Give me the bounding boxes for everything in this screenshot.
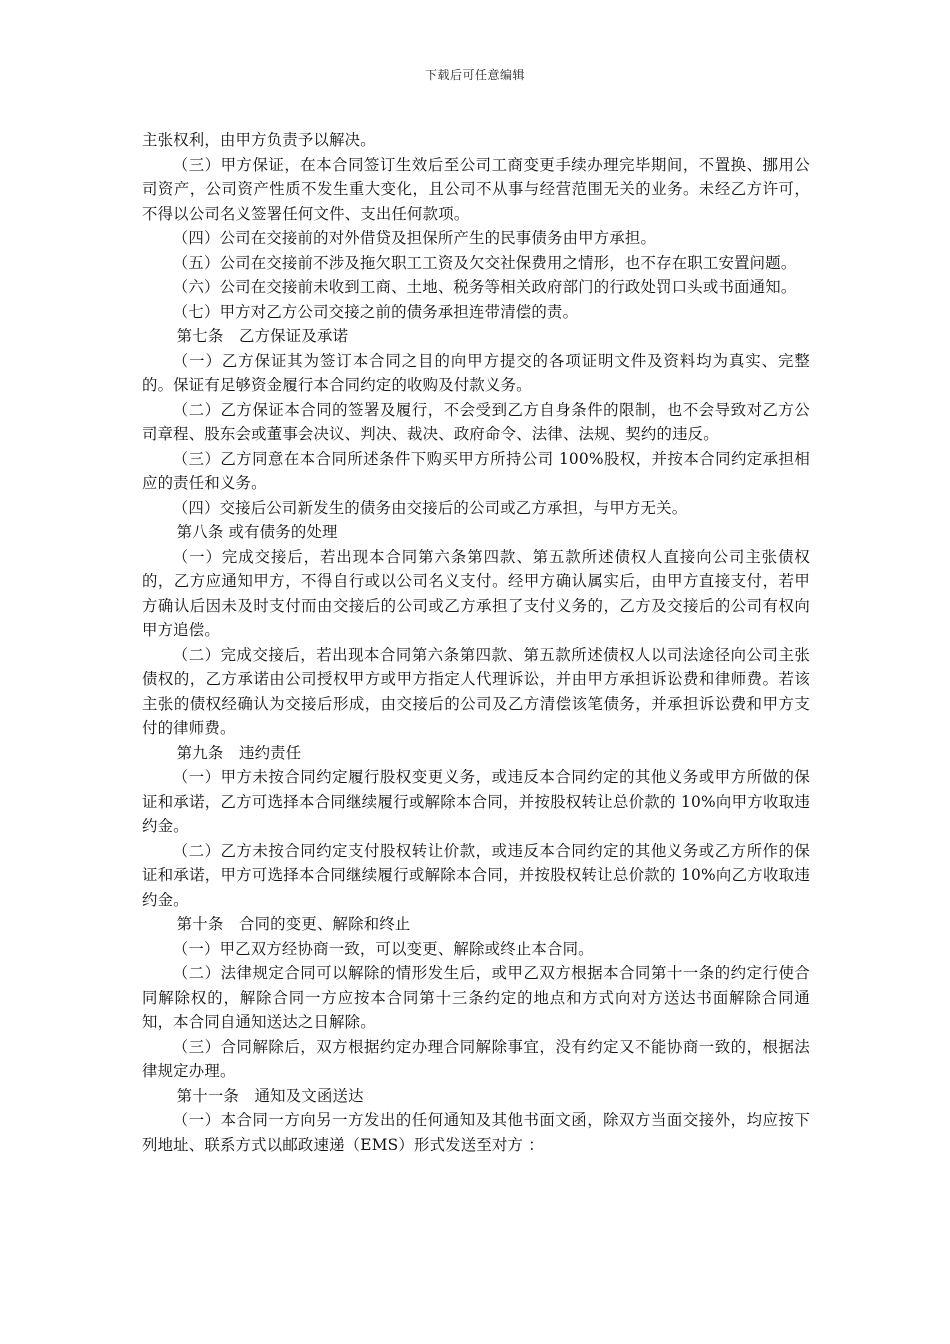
paragraph: （一）甲方未按合同约定履行股权变更义务，或违反本合同约定的其他义务或甲方所做的保证和承诺，乙方可选择本合同继续履行或解除本合同，并按股权转让总价款的 10%向甲方收取违约金。	[142, 768, 810, 835]
paragraph: （七）甲方对乙方公司交接之前的债务承担连带清偿的责。	[172, 302, 579, 321]
page-header: 下载后可任意编辑	[424, 68, 525, 82]
paragraph: （二）乙方保证本合同的签署及履行，不会受到乙方自身条件的限制，也不会导致对乙方公司章程、股东会或董事会决议、判决、裁决、政府命令、法律、法规、契约的违反。	[142, 400, 810, 443]
paragraph: （三）合同解除后，双方根据约定办理合同解除事宜，没有约定又不能协商一致的，根据法律规定办理。	[142, 1037, 810, 1080]
article-heading: 第八条 或有债务的处理	[176, 523, 338, 541]
paragraph: （二）法律规定合同可以解除的情形发生后，或甲乙双方根据本合同第十一条的约定行使合同解除权的，解除合同一方应按本合同第十三条约定的地点和方式向对方送达书面解除合同通知，本合同自通知送达之日解除。	[142, 964, 810, 1031]
paragraph: （五）公司在交接前不涉及拖欠职工工资及欠交社保费用之情形，也不存在职工安置问题。	[172, 253, 797, 272]
article-heading: 第九条 违约责任	[176, 743, 302, 762]
article-heading: 第十一条 通知及文函送达	[176, 1086, 364, 1105]
paragraph: （一）完成交接后，若出现本合同第六条第四款、第五款所述债权人直接向公司主张债权的，乙方应通知甲方，不得自行或以公司名义支付。经甲方确认属实后，由甲方直接支付，若甲方确认后因未及时支付而由交接后的公司或乙方承担了支付义务的，乙方及交接后的公司有权向甲方追偿。	[142, 547, 810, 639]
paragraph: （一）甲乙双方经协商一致，可以变更、解除或终止本合同。	[172, 939, 594, 958]
paragraph: （三）甲方保证，在本合同签订生效后至公司工商变更手续办理完毕期间，不置换、挪用公司资产，公司资产性质不发生重大变化，且公司不从事与经营范围无关的业务。未经乙方许可，不得以公司名义签署任何文件、支出任何款项。	[142, 155, 810, 223]
article-heading: 第七条 乙方保证及承诺	[176, 327, 349, 345]
article-heading: 第十条 合同的变更、解除和终止	[176, 915, 411, 933]
paragraph: （四）交接后公司新发生的债务由交接后的公司或乙方承担，与甲方无关。	[172, 498, 688, 517]
paragraph: （四）公司在交接前的对外借贷及担保所产生的民事债务由甲方承担。	[172, 229, 657, 247]
paragraph: （六）公司在交接前未收到工商、土地、税务等相关政府部门的行政处罚口头或书面通知。	[172, 278, 797, 296]
paragraph: （二）完成交接后，若出现本合同第六条第四款、第五款所述债权人以司法途径向公司主张债权的，乙方承诺由公司授权甲方或甲方指定人代理诉讼，并由甲方承担诉讼费和律师费。若该主张的债权经确认为交接后形成，由交接后的公司及乙方清偿该笔债务，并承担诉讼费和甲方支付的律师费。	[142, 645, 810, 737]
paragraph: （二）乙方未按合同约定支付股权转让价款，或违反本合同约定的其他义务或乙方所作的保证和承诺，甲方可选择本合同继续履行或解除本合同，并按股权转让总价款的 10%向乙方收取违约金。	[142, 841, 810, 909]
paragraph: 主张权利，由甲方负责予以解决。	[142, 131, 376, 149]
contract-body	[142, 128, 810, 1157]
paragraph: （一）本合同一方向另一方发出的任何通知及其他书面文函，除双方当面交接外，均应按下列地址、联系方式以邮政速递（EMS）形式发送至对方 ：	[142, 1111, 810, 1154]
paragraph: （一）乙方保证其为签订本合同之目的向甲方提交的各项证明文件及资料均为真实、完整的。保证有足够资金履行本合同约定的收购及付款义务。	[142, 351, 810, 394]
paragraph: （三）乙方同意在本合同所述条件下购买甲方所持公司 100%股权，并按本合同约定承担相应的责任和义务。	[142, 449, 810, 492]
